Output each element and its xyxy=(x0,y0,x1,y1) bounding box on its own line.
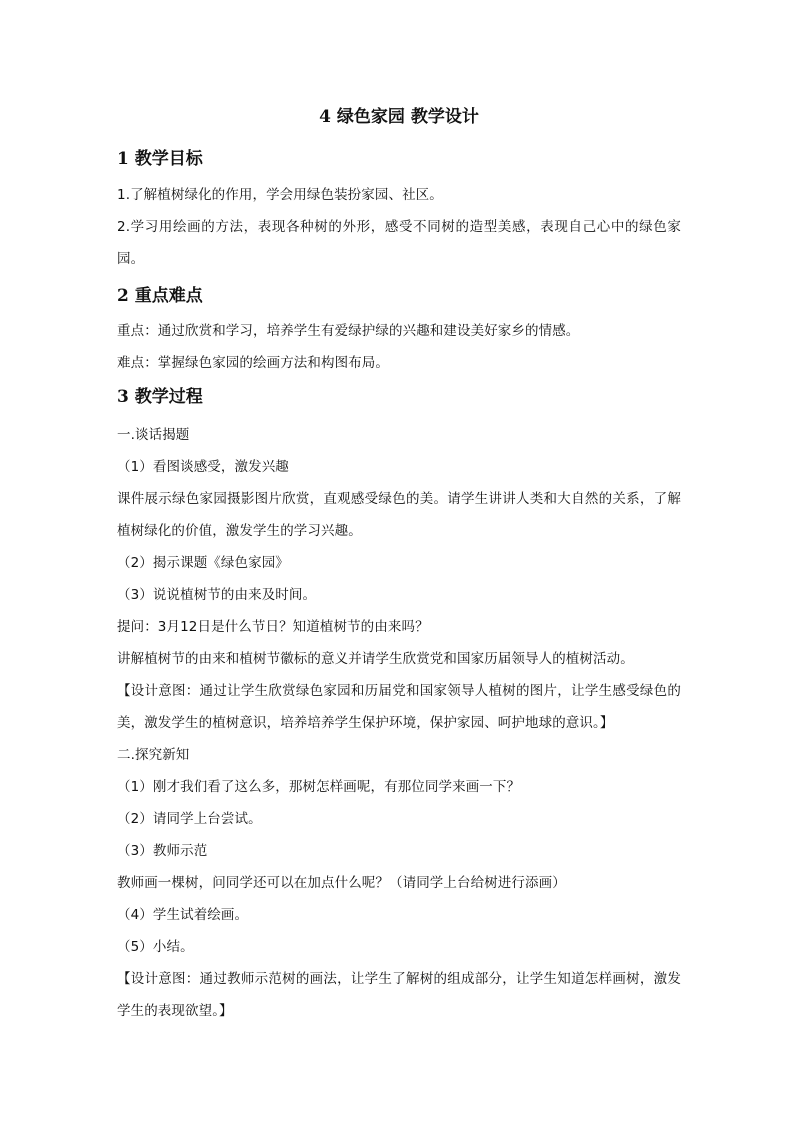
design-intent-note: 【设计意图：通过教师示范树的画法，让学生了解树的组成部分，让学生知道怎样画树，激发学生的表现欲望。】 xyxy=(117,971,681,1019)
document-page xyxy=(117,0,681,1123)
section-heading-goals: 1 教学目标 xyxy=(117,149,203,169)
section-heading-process: 3 教学过程 xyxy=(117,387,203,407)
section-heading-keypoints: 2 重点难点 xyxy=(117,286,203,306)
process-line: （1）刚才我们看了这么多，那树怎样画呢，有那位同学来画一下？ xyxy=(117,779,521,795)
design-intent-note: 【设计意图：通过让学生欣赏绿色家园和历届党和国家领导人植树的图片，让学生感受绿色的美，激发学生的植树意识，培养培养学生保护环境，保护家园、呵护地球的意识。】 xyxy=(117,683,681,731)
goal-item: 2.学习用绘画的方法，表现各种树的外形，感受不同树的造型美感，表现自己心中的绿色家园。 xyxy=(117,219,681,267)
document-title: 4 绿色家园 教学设计 xyxy=(319,107,479,127)
process-line: 一.谈话揭题 xyxy=(117,427,190,443)
focus-text: 重点：通过欣赏和学习，培养学生有爱绿护绿的兴趣和建设美好家乡的情感。 xyxy=(117,323,580,339)
process-line: 教师画一棵树，问同学还可以在加点什么呢？（请同学上台给树进行添画） xyxy=(117,875,566,891)
process-line: （3）教师示范 xyxy=(117,843,208,859)
process-line: （3）说说植树节的由来及时间。 xyxy=(117,587,317,603)
process-line: （2）请同学上台尝试。 xyxy=(117,811,262,827)
process-line: （4）学生试着绘画。 xyxy=(117,907,249,923)
process-line: （5）小结。 xyxy=(117,939,194,955)
difficulty-text: 难点：掌握绿色家园的绘画方法和构图布局。 xyxy=(117,355,389,371)
process-line: 二.探究新知 xyxy=(117,747,190,763)
goal-item: 1.了解植树绿化的作用，学会用绿色装扮家园、社区。 xyxy=(117,187,443,203)
process-line: 课件展示绿色家园摄影图片欣赏，直观感受绿色的美。请学生讲讲人类和大自然的关系，了解植树绿化的价值，激发学生的学习兴趣。 xyxy=(117,491,681,539)
process-line: 讲解植树节的由来和植树节徽标的意义并请学生欣赏党和国家历届领导人的植树活动。 xyxy=(117,651,634,667)
process-line: （2）揭示课题《绿色家园》 xyxy=(117,555,289,571)
process-line: 提问：3月12日是什么节日？知道植树节的由来吗？ xyxy=(117,619,429,635)
process-line: （1）看图谈感受，激发兴趣 xyxy=(117,459,289,475)
